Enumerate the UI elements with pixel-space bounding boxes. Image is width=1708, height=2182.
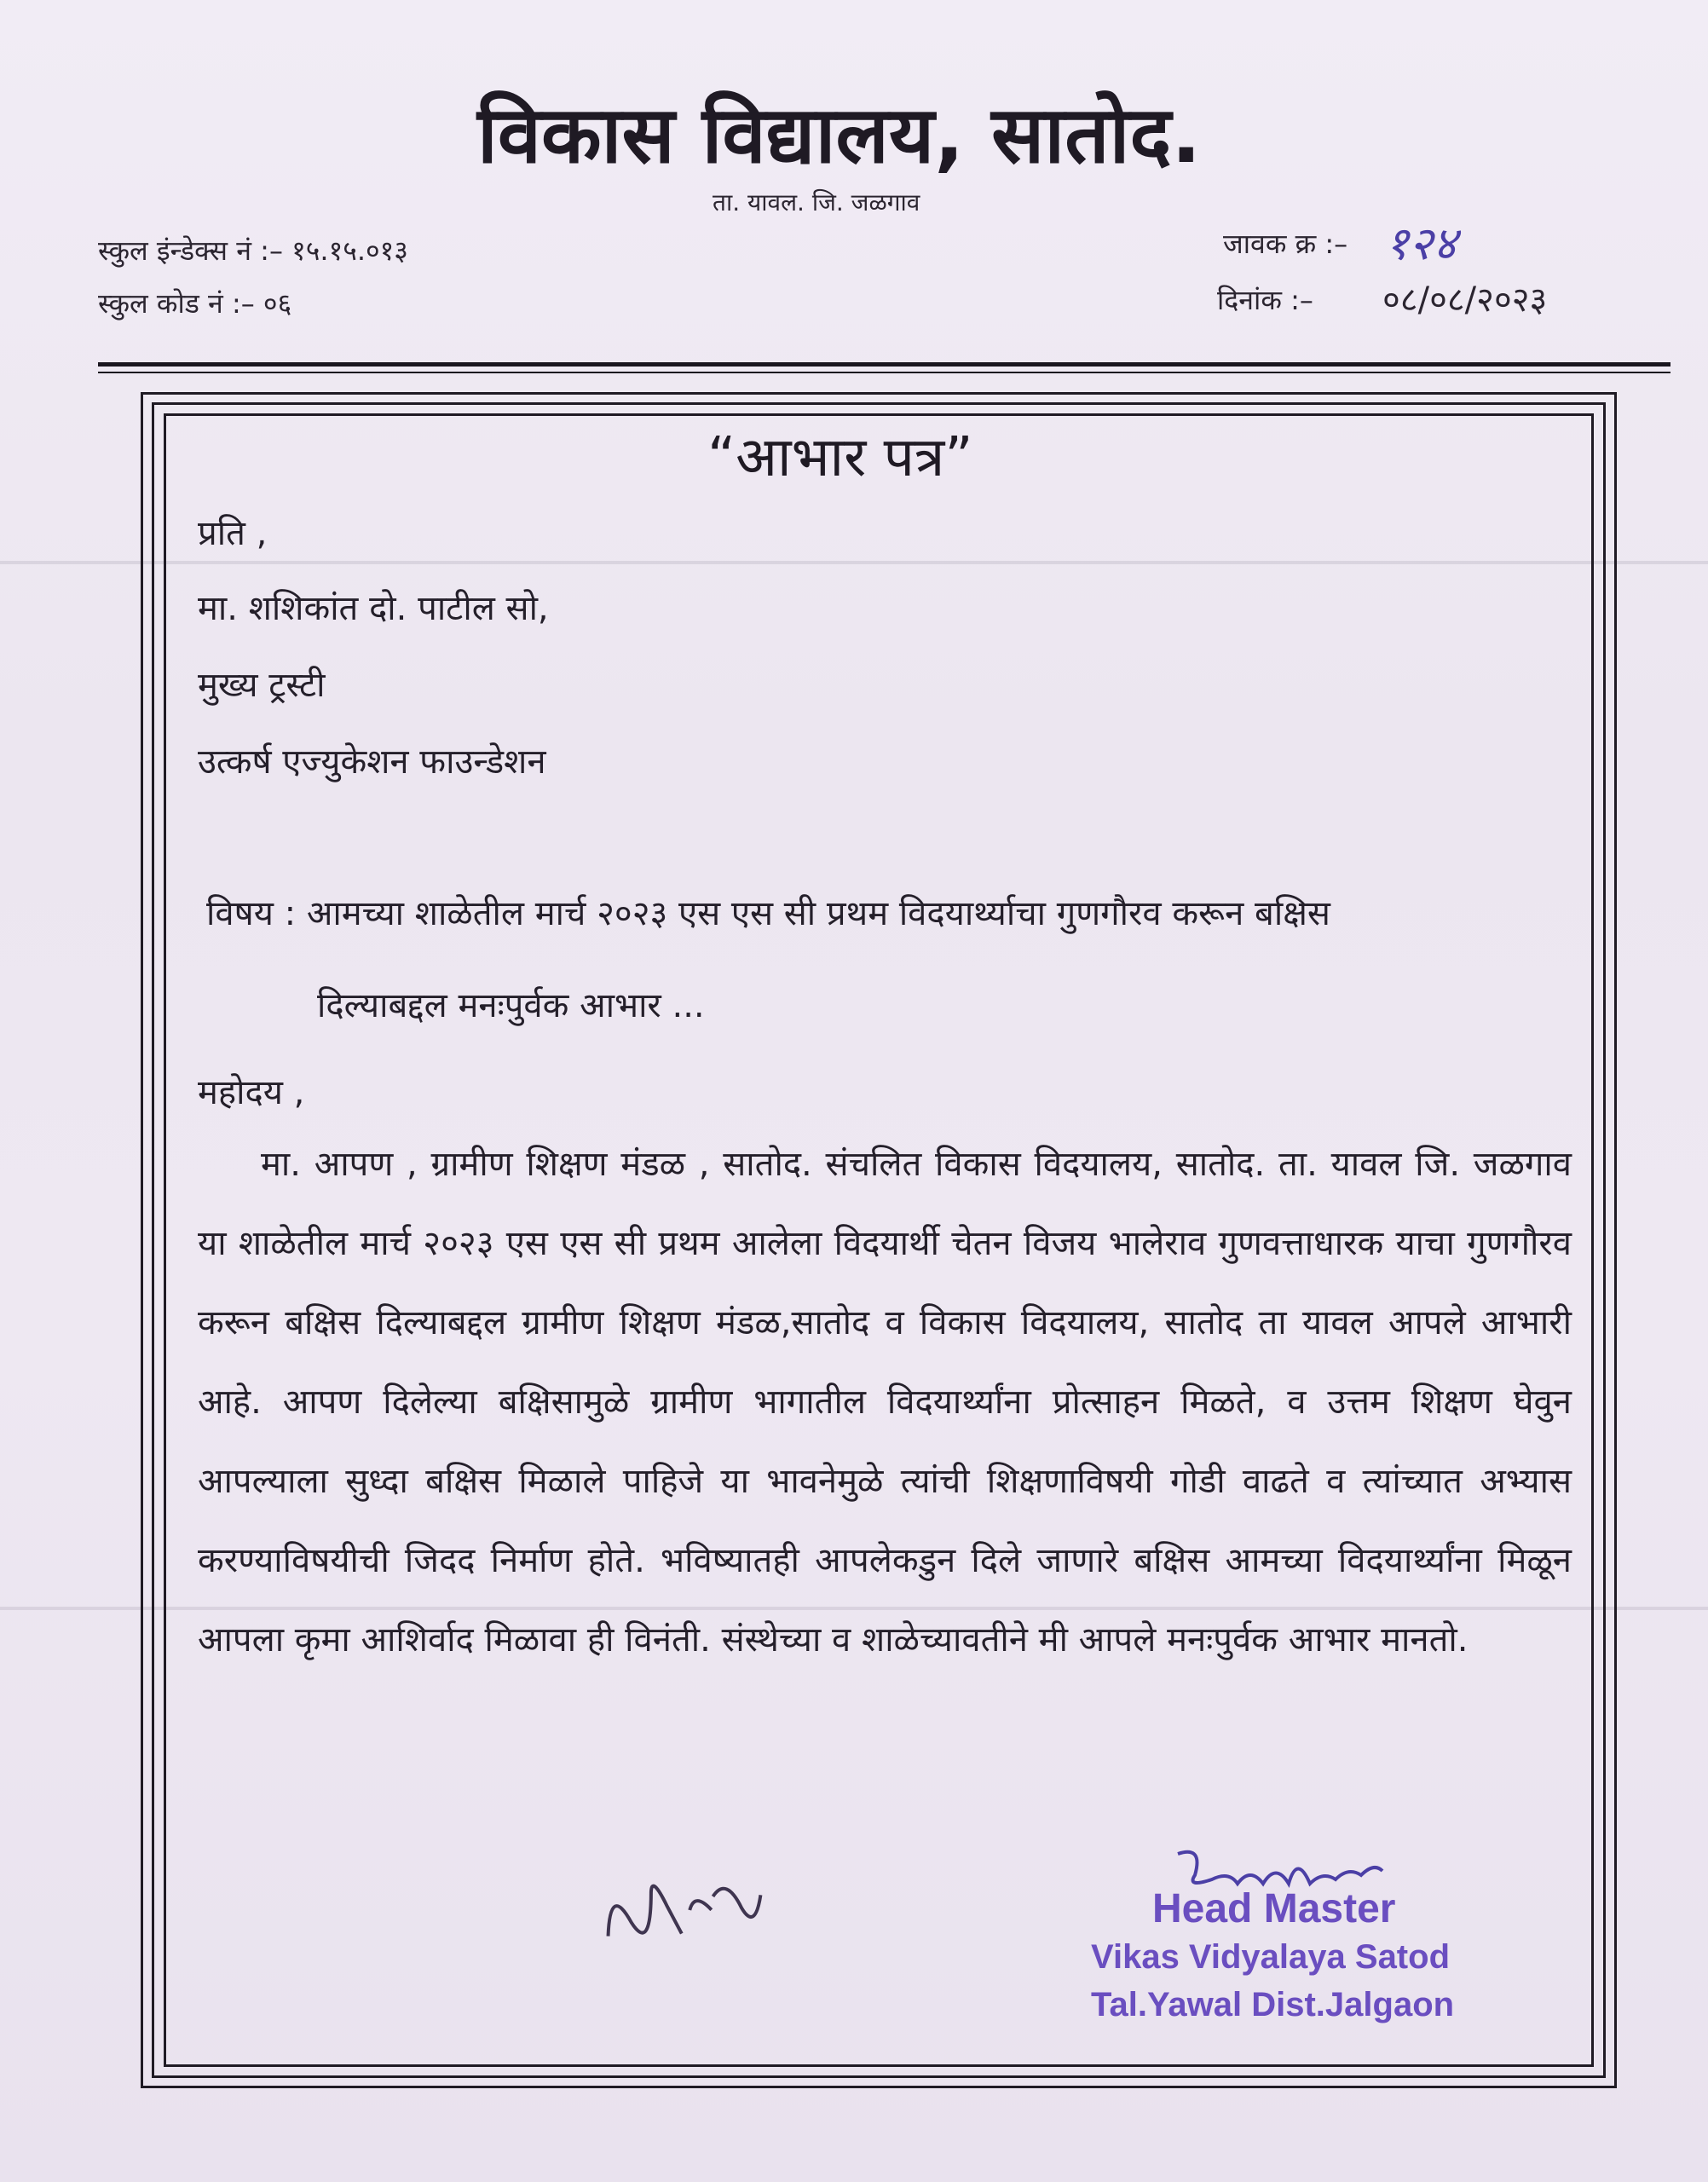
date-label: दिनांक :–: [1217, 284, 1313, 316]
stamp-school-name: Vikas Vidyalaya Satod: [1091, 1938, 1450, 1976]
recipient-role: मुख्य ट्रस्टी: [198, 666, 326, 705]
school-name: विकास विद्यालय, सातोद.: [477, 89, 1202, 181]
subject-line-continued: दिल्याबद्दल मनःपुर्वक आभार ...: [317, 986, 705, 1025]
date-value: ०८/०८/२०२३: [1382, 280, 1548, 320]
recipient-organization: उत्कर्ष एज्युकेशन फाउन्डेशन: [198, 742, 546, 782]
outward-number-label: जावक क्र :–: [1223, 228, 1348, 260]
stamp-designation: Head Master: [1152, 1886, 1396, 1931]
stamp-school-location: Tal.Yawal Dist.Jalgaon: [1091, 1986, 1455, 2023]
recipient-name: मा. शशिकांत दो. पाटील सो,: [198, 589, 549, 628]
letter-body-text: मा. आपण , ग्रामीण शिक्षण मंडळ , सातोद. संचलित विकास विदयालय, सातोद. ता. यावल जि. जळगाव या शाळेतील मार्च २०२३ एस एस सी प्रथम आलेला विदयार्थी चेतन विजय भालेराव गुणवत्ताधारक याचा गुणगौरव करून बक्षिस दिल्याबद्दल ग्रामीण शिक्षण मंडळ,सातोद व विकास विदयालय, सातोद ता यावल आपले आभारी आहे. आपण दिलेल्या बक्षिसामुळे ग्रामीण भागातील विदयार्थ्यांना प्रोत्साहन मिळते, व उत्तम शिक्षण घेवुन आपल्याला सुध्दा बक्षिस मिळाले पाहिजे या भावनेमुळे त्यांची शिक्षणाविषयी गोडी वाढते व त्यांच्यात अभ्यास करण्याविषयीची जिदद निर्माण होते. भविष्यातही आपलेकडुन दिले जाणारे बक्षिस आमच्या विदयार्थ्यांना मिळून आपला कृमा आशिर्वाद मिळावा ही विनंती. संस्थेच्या व शाळेच्यावतीने मी आपले मनःपुर्वक आभार मानतो.: [198, 1145, 1572, 1660]
header-divider: [98, 362, 1670, 367]
addressee-prefix: प्रति ,: [198, 514, 268, 553]
school-code-number: स्कुल कोड नं :– ०६: [98, 287, 292, 320]
school-index-number: स्कुल इंन्डेक्स नं :– १५.१५.०१३: [98, 234, 408, 267]
subject-line: विषय : आमच्या शाळेतील मार्च २०२३ एस एस सी प्रथम विदयार्थ्याचा गुणगौरव करून बक्षिस: [206, 894, 1330, 933]
school-address: ता. यावल. जि. जळगाव: [713, 188, 920, 216]
letter-title: “आभार पत्र”: [707, 426, 973, 489]
salutation: महोदय ,: [198, 1073, 305, 1112]
letter-body: [198, 1125, 1572, 1680]
outward-number-handwritten: १२४: [1385, 216, 1457, 270]
header-divider-thin: [98, 372, 1670, 373]
